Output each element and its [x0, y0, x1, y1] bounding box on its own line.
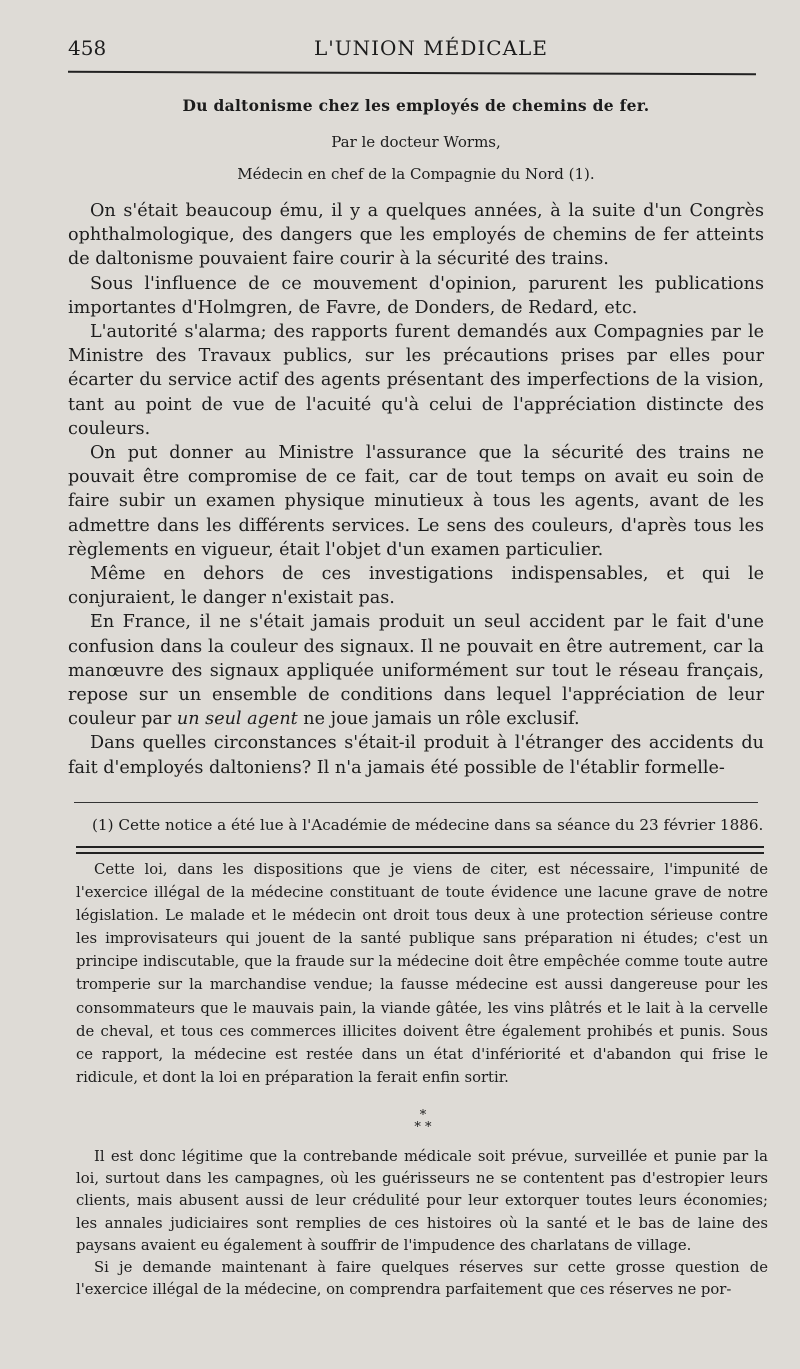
footnote-rule [74, 802, 758, 803]
paragraph-text: En France, il ne s'était jamais produit un seul accident par le fait d'une confusion dans la couleur des signaux. Il ne pouvait en être autrement, car la manœuvre des signaux appliquée uniformément sur tout le réseau français, repose sur un ensemble de conditions dans lequel l'appréciation de leur couleur par [68, 612, 764, 730]
paragraph: Si je demande maintenant à faire quelques réserves sur cette grosse question de l'exercice illégal de la médecine, on comprendra parfaitement que ces réserves ne por- [76, 1259, 768, 1299]
paragraph: L'autorité s'alarma; des rapports furent demandés aux Compagnies par le Ministre des Travaux publics, sur les précautions prises par elles pour écarter du service actif des agents présentant des imperfections de la vision, tant au point de vue de l'acuité qu'à celui de l'appréciation distincte des couleurs. [68, 322, 764, 439]
article-byline: Par le docteur Worms, [331, 133, 501, 151]
author-affiliation: Médecin en chef de la Compagnie du Nord (1). [237, 165, 595, 183]
continued-article-part [76, 1146, 768, 1301]
article [68, 96, 764, 780]
paragraph: Il est donc légitime que la contrebande médicale soit prévue, surveillée et punie par la loi, surtout dans les campagnes, où les guérisseurs ne se contentent pas d'estropier leurs clients, mais abusent aussi de leur crédulité pour leur extorquer toutes leurs économies; les annales judiciaires sont remplies de ces histoires où la santé et le bas de laine des paysans avaient eu également à souffrir de l'impudence des charlatans de village. [76, 1148, 768, 1254]
paragraph: Dans quelles circonstances s'était-il produit à l'étranger des accidents du fait d'employés daltoniens? Il n'a jamais été possible de l'établir formelle- [68, 733, 764, 778]
paragraph: On put donner au Ministre l'assurance que la sécurité des trains ne pouvait être compromise de ce fait, car de tout temps on avait eu soin de faire subir un examen physique minutieux à tous les agents, avant de les admettre dans les différents services. Le sens des couleurs, d'après tous les règlements en vigueur, était l'objet d'un examen particulier. [68, 443, 764, 560]
paragraph: Cette loi, dans les dispositions que je viens de citer, est nécessaire, l'impunité de l'exercice illégal de la médecine constituant de toute évidence une lacune grave de notre législation. Le malade et le médecin ont droit tous deux à une protection sérieuse contre les improvisateurs qui jouent de la santé publique sans préparation ni études; c'est un principe indiscutable, que la fraude sur la médecine doit être empêchée comme toute autre tromperie sur la marchandise vendue; la fausse médecine est aussi dangereuse pour les consommateurs que le mauvais pain, la viande gâtée, les vins plâtrés et le lait à la cervelle de cheval, et tous ces commerces illicites doivent être également prohibés et punis. Sous ce rapport, la médecine est restée dans un état d'infériorité et d'abandon qui frise le ridicule, et dont la loi en préparation la ferait enfin sortir. [76, 861, 768, 1086]
running-title: L'UNION MÉDICALE [314, 36, 548, 60]
page-number: 458 [68, 36, 107, 60]
article-body [68, 199, 764, 780]
paragraph: Même en dehors de ces investigations indispensables, et qui le conjuraient, le danger n'existait pas. [68, 564, 764, 609]
italic-phrase: un seul agent [176, 709, 298, 730]
continued-article [76, 858, 768, 1089]
asterism-separator: * * * [414, 1108, 432, 1135]
footnote: (1) Cette notice a été lue à l'Académie de médecine dans sa séance du 23 février 1886. [92, 816, 764, 834]
article-title: Du daltonisme chez les employés de chemins de fer. [182, 96, 650, 115]
paragraph [68, 610, 764, 731]
page-header [68, 36, 760, 66]
paragraph-tail: ne joue jamais un rôle exclusif. [297, 709, 580, 730]
paragraph: Sous l'influence de ce mouvement d'opinion, parurent les publications importantes d'Holmgren, de Favre, de Donders, de Redard, etc. [68, 273, 764, 318]
header-rule [68, 71, 756, 75]
section-double-rule [76, 846, 764, 854]
paragraph: On s'était beaucoup ému, il y a quelques années, à la suite d'un Congrès ophthalmologique, des dangers que les employés de chemins de fer atteints de daltonisme pouvaient faire courir à la sécurité des trains. [68, 201, 764, 270]
